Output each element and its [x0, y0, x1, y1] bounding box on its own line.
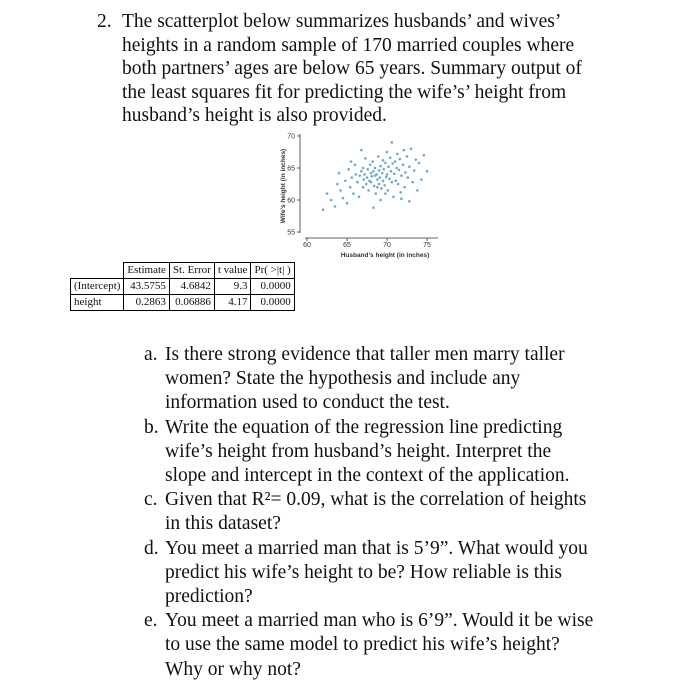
part-line: wife’s height from husband’s height. Interpret the	[165, 440, 552, 462]
table-corner	[71, 263, 124, 279]
cell-std-error: 0.06886	[169, 295, 214, 311]
scatter-point	[344, 180, 347, 183]
y-ticks	[287, 133, 300, 236]
cell-p-value: 0.0000	[251, 279, 294, 295]
scatter-point	[360, 170, 363, 173]
scatter-point	[364, 157, 367, 160]
stem-line: The scatterplot below summarizes husbands’ and wives’	[122, 11, 562, 32]
row-term: (Intercept)	[71, 279, 124, 295]
x-tick-label: 75	[423, 242, 431, 249]
scatter-point	[392, 196, 395, 199]
scatter-point	[356, 181, 359, 184]
scatter-point	[426, 170, 429, 173]
cell-t-value: 4.17	[214, 295, 251, 311]
scatter-point	[383, 168, 386, 171]
scatter-point	[347, 168, 350, 171]
scatter-point	[354, 164, 357, 167]
scatter-point	[387, 189, 390, 192]
scatter-point	[390, 170, 393, 173]
scatter-point	[336, 183, 339, 186]
scatter-point	[402, 164, 405, 167]
x-tick-label: 70	[383, 242, 391, 249]
y-tick-label: 70	[287, 133, 295, 141]
scatter-point	[375, 173, 378, 176]
scatter-point	[362, 167, 365, 170]
scatter-point	[362, 186, 365, 189]
scatter-point	[415, 158, 418, 161]
scatter-point	[346, 202, 349, 205]
scatter-point	[376, 186, 379, 189]
scatter-point	[366, 176, 369, 179]
scatter-point	[383, 184, 386, 187]
scatter-point	[420, 178, 423, 181]
stem-line: husband’s height is also provided.	[122, 105, 387, 127]
scatter-point	[403, 186, 406, 189]
scatter-point	[418, 162, 421, 165]
scatter-point	[380, 187, 383, 190]
scatter-point	[400, 197, 403, 200]
header-std-error: St. Error	[169, 263, 214, 279]
scatter-point	[330, 199, 333, 202]
scatter-point	[391, 141, 394, 144]
y-tick-label: 55	[287, 229, 295, 237]
scatter-point	[416, 189, 419, 192]
part-line: Given that R²= 0.09, what is the correlation of heights	[165, 489, 587, 511]
table-row	[71, 279, 295, 295]
scatter-point	[376, 178, 379, 181]
scatter-point	[367, 189, 370, 192]
scatter-point	[370, 181, 373, 184]
scatter-point	[398, 169, 401, 172]
y-tick-label: 65	[287, 165, 295, 173]
scatter-point	[375, 192, 378, 195]
scatter-point	[381, 172, 384, 175]
scatter-point	[351, 176, 354, 179]
scatter-point	[378, 183, 381, 186]
part-line: prediction?	[165, 586, 253, 608]
scatter-points	[322, 141, 429, 211]
y-tick-label: 60	[287, 197, 295, 205]
scatter-point	[363, 178, 366, 181]
scatter-point	[382, 180, 385, 183]
part-line: You meet a married man that is 5’9”. What would you	[165, 537, 588, 559]
scatter-point	[386, 151, 389, 154]
part-b	[144, 416, 624, 489]
stem-line: heights in a random sample of 170 married couples where	[122, 34, 575, 56]
scatter-point	[371, 160, 374, 163]
part-e	[144, 609, 624, 682]
scatter-point	[384, 162, 387, 165]
scatter-point	[352, 192, 355, 195]
problem-stem	[122, 10, 677, 128]
x-axis-label: Husband’s height (in inches)	[340, 252, 430, 259]
scatter-point	[371, 175, 374, 178]
row-term: height	[71, 295, 124, 311]
stem-line: both partners’ ages are below 65 years. Summary output of	[122, 58, 582, 80]
scatter-point	[334, 205, 337, 208]
part-label: c.	[144, 489, 158, 511]
header-p-value: Pr( >|t| )	[251, 263, 294, 279]
scatter-point	[350, 160, 353, 163]
scatter-point	[389, 156, 392, 159]
scatter-point	[359, 174, 362, 177]
part-d	[144, 537, 624, 610]
scatter-point	[379, 176, 382, 179]
scatter-point	[363, 173, 366, 176]
header-estimate: Estimate	[124, 263, 170, 279]
part-line: information used to conduct the test.	[165, 392, 450, 414]
part-label: a.	[144, 344, 158, 365]
scatter-point	[397, 183, 400, 186]
scatter-point	[379, 199, 382, 202]
scatter-point	[395, 180, 398, 183]
part-line: predict his wife’s height to be? How reliable is this	[165, 561, 562, 583]
scatter-point	[338, 172, 341, 175]
scatter-point	[413, 169, 416, 172]
part-label: b.	[144, 416, 159, 438]
scatter-point	[407, 176, 410, 179]
scatter-point	[411, 181, 414, 184]
part-label: d.	[144, 537, 159, 559]
scatter-point	[367, 168, 370, 171]
scatterplot	[260, 128, 460, 263]
scatter-point	[372, 170, 375, 173]
scatter-point	[423, 154, 426, 157]
scatter-point	[391, 181, 394, 184]
scatter-point	[384, 192, 387, 195]
scatter-point	[385, 176, 388, 179]
cell-estimate: 43.5755	[124, 279, 170, 295]
scatter-point	[339, 189, 342, 192]
scatter-point	[386, 173, 389, 176]
scatter-point	[394, 160, 397, 163]
scatter-point	[399, 158, 402, 161]
part-a	[144, 343, 624, 416]
cell-std-error: 4.6842	[169, 279, 214, 295]
regression-table	[70, 262, 295, 311]
problem-2	[97, 10, 677, 128]
scatter-point	[400, 174, 403, 177]
part-line: in this dataset?	[165, 513, 281, 535]
header-t-value: t value	[214, 263, 251, 279]
problem-number: 2.	[97, 11, 112, 32]
scatter-point	[355, 173, 358, 176]
scatter-point	[396, 153, 399, 156]
x-tick-label: 60	[303, 242, 311, 249]
x-tick-label: 65	[343, 242, 351, 249]
x-ticks	[303, 238, 431, 249]
scatter-point	[408, 165, 411, 168]
question-parts	[144, 343, 624, 682]
scatter-point	[360, 149, 363, 152]
part-line: Is there strong evidence that taller men marry taller	[165, 344, 565, 365]
part-line: to use the same model to predict his wife’s height?	[165, 634, 560, 656]
scatter-point	[365, 183, 368, 186]
scatter-point	[408, 200, 411, 203]
scatter-point	[406, 155, 409, 158]
scatter-point	[382, 159, 385, 162]
scatter-point	[387, 165, 390, 168]
scatter-point	[393, 172, 396, 175]
scatter-point	[374, 167, 377, 170]
scatter-point	[403, 149, 406, 152]
scatter-point	[399, 191, 402, 194]
scatter-point	[322, 208, 325, 211]
scatter-point	[379, 165, 382, 168]
cell-t-value: 9.3	[214, 279, 251, 295]
scatter-point	[378, 169, 381, 172]
part-c	[144, 488, 624, 536]
scatter-point	[349, 186, 352, 189]
scatter-point	[373, 185, 376, 188]
y-axis-label: Wife’s height (in inches)	[280, 148, 287, 224]
scatter-point	[370, 172, 373, 175]
scatter-point	[391, 162, 394, 165]
table-header-row	[71, 263, 295, 279]
stem-line: the least squares fit for predicting the wife’s’ height from	[122, 81, 567, 103]
part-label: e.	[144, 610, 158, 632]
part-line: slope and intercept in the context of the application.	[165, 465, 570, 487]
part-line: Write the equation of the regression line predicting	[165, 416, 563, 438]
part-line: You meet a married man who is 6’9”. Would it be wise	[165, 610, 594, 632]
scatter-point	[377, 155, 380, 158]
scatter-point	[358, 196, 361, 199]
scatter-point	[410, 148, 413, 151]
scatter-point	[372, 206, 375, 209]
table-row	[71, 295, 295, 311]
part-line: Why or why not?	[165, 658, 301, 680]
scatter-point	[369, 164, 372, 167]
cell-estimate: 0.2863	[124, 295, 170, 311]
scatter-point	[404, 171, 407, 174]
plot-axes	[300, 134, 438, 238]
part-line: women? State the hypothesis and include any	[165, 368, 521, 390]
cell-p-value: 0.0000	[251, 295, 294, 311]
scatter-point	[326, 192, 329, 195]
scatter-point	[388, 178, 391, 181]
scatter-point	[342, 197, 345, 200]
scatter-point	[395, 167, 398, 170]
